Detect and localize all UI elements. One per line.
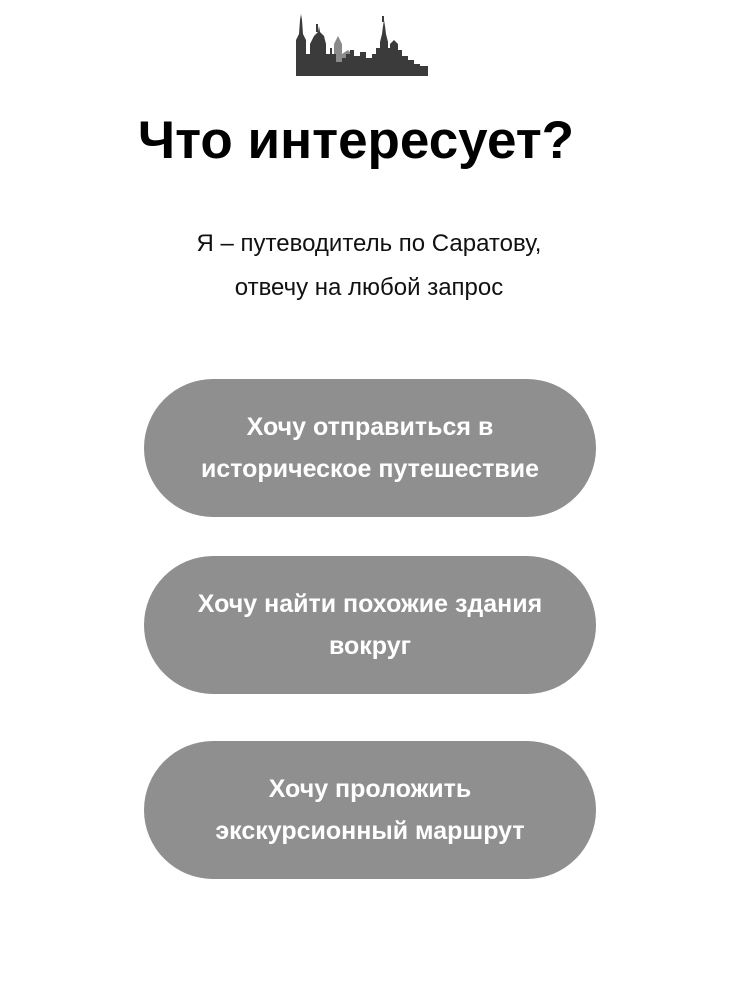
excursion-route-label-line-1: Хочу проложить [268,775,472,803]
similar-buildings-button[interactable] [144,556,596,694]
historical-journey-button[interactable] [144,379,596,517]
excursion-route-button[interactable] [144,741,596,879]
excursion-route-label-line-2: экскурсионный маршрут [215,817,525,845]
historical-journey-label-line-2: историческое путешествие [200,455,540,483]
intro-text [0,222,738,310]
historical-journey-label-line-1: Хочу отправиться в [246,413,494,441]
intro-line-1: Я – путеводитель по Саратову, [196,230,542,257]
saratov-skyline-icon [296,14,428,76]
similar-buildings-label-line-1: Хочу найти похожие здания [197,590,543,618]
page-title: Что интересует? [137,111,575,170]
intro-line-2: отвечу на любой запрос [234,274,504,301]
similar-buildings-label-line-2: вокруг [328,632,412,660]
